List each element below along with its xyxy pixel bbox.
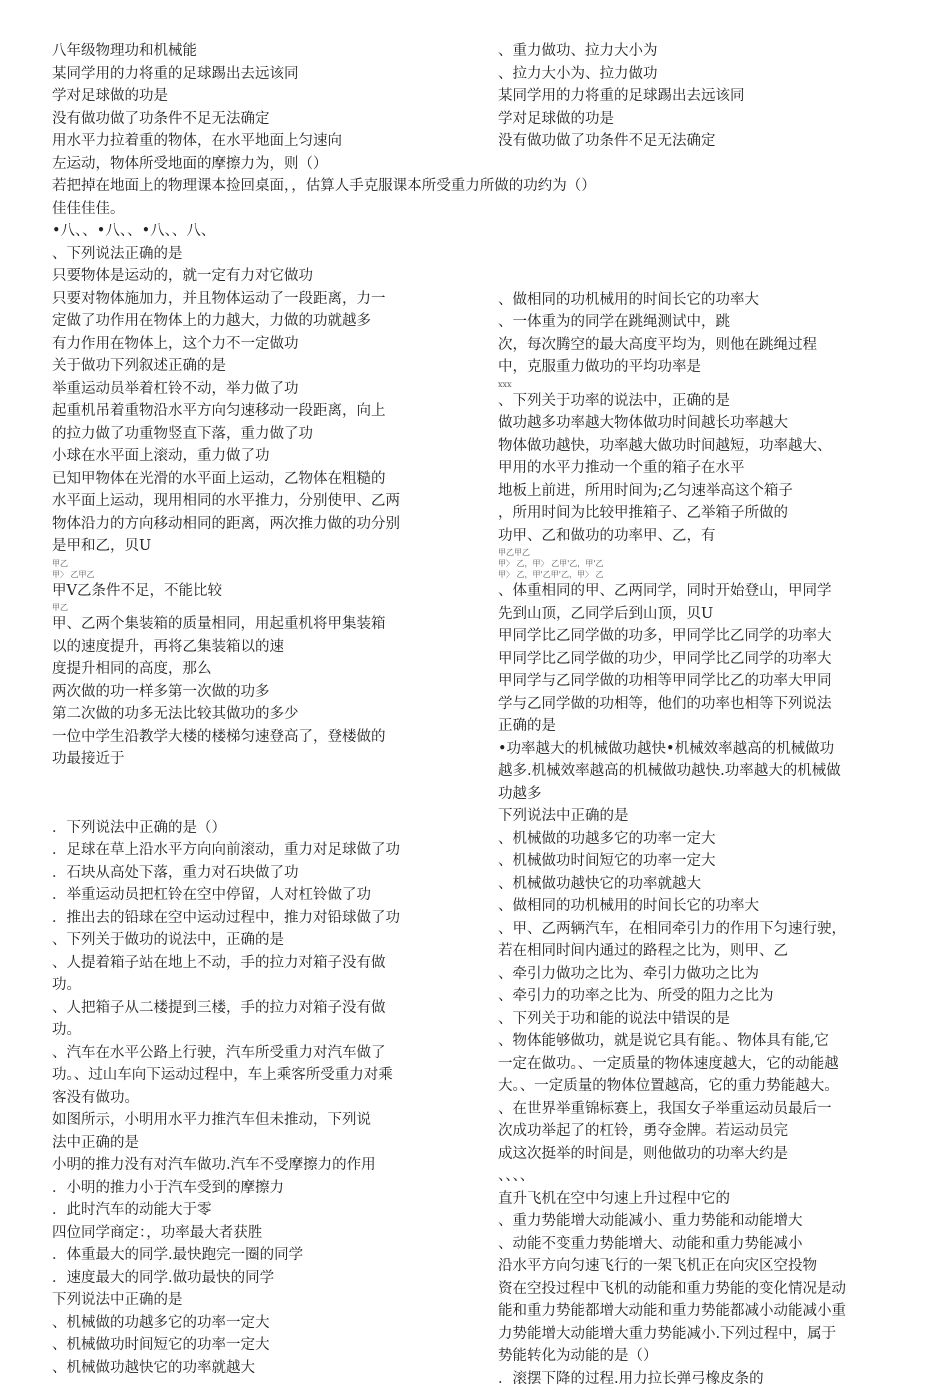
left-text-line: 第二次做的功多无法比较其做功的多少 [52,703,468,726]
right-text-line: 、体重相同的甲、乙两同学，同时开始登山，甲同学 [498,580,912,603]
left-text-line: 某同学用的力将重的足球踢出去远该同 [52,63,468,86]
right-text-line: 、重力做功、拉力大小为 [498,40,912,63]
left-text-line: 下列说法中正确的是 [52,1289,468,1312]
left-text-line: 、汽车在水平公路上行驶，汽车所受重力对汽车做了 [52,1042,468,1065]
right-text-line: 中，克服重力做功的平均功率是 [498,356,912,379]
right-text-line: 甲〉 乙，甲〉 乙甲'乙，甲'乙 [498,558,912,569]
right-text-line: 学与乙同学做的功相等，他们的功率也相等下列说法 [498,693,912,716]
left-text-line: 小明的推力没有对汽车做功.汽车不受摩擦力的作用 [52,1154,468,1177]
left-text-line: 举重运动员举着杠铃不动，举力做了功 [52,378,468,401]
left-text-line: 四位同学商定：，功率最大者获胜 [52,1222,468,1245]
right-text-line: 功越多 [498,783,912,806]
right-text-line [498,229,912,243]
right-text-line: 资在空投过程中飞机的动能和重力势能的变化情况是动 [498,1278,912,1301]
left-text-line: 已知甲物体在光滑的水平面上运动，乙物体在粗糙的 [52,468,468,491]
right-text-line: 、下列关于功和能的说法中错误的是 [498,1008,912,1031]
left-text-line: 佳佳佳佳。 [52,198,468,221]
right-text-line: 、重力势能增大动能减小、重力势能和动能增大 [498,1210,912,1233]
right-text-line: 、在世界举重锦标赛上，我国女子举重运动员最后一 [498,1098,912,1121]
right-text-line [498,259,912,273]
right-text-line: 、拉力大小为、拉力做功 [498,63,912,86]
right-text-line: 、做相同的功机械用的时间长它的功率大 [498,895,912,918]
right-text-line: 、甲、乙两辆汽车，在相同牵引力的作用下匀速行驶， [498,918,912,941]
left-text-line: 以的速度提升，再将乙集装箱以的速 [52,636,468,659]
left-text-line: 甲乙 [52,558,468,569]
left-text-line: 、人提着箱子站在地上不动，手的拉力对箱子没有做 [52,952,468,975]
right-text-line: 下列说法中正确的是 [498,805,912,828]
left-text-line: 甲〉 乙甲乙 [52,569,468,580]
right-text-line: ．滚摆下降的过程.用力拉长弹弓橡皮条的 [498,1368,912,1390]
left-text-line: 若把掉在地面上的物理课本捡回桌面，，估算人手克服课本所受重力所做的功约为（） [52,175,912,198]
left-text-line: 的拉力做了功重物竖直下落，重力做了功 [52,423,468,446]
right-text-line: 大。、一定质量的物体位置越高，它的重力势能越大。 [498,1075,912,1098]
left-text-line [52,787,468,801]
left-text-line: 水平面上运动，现用相同的水平推力，分别使甲、乙两 [52,490,468,513]
left-text-line: 功。 [52,974,468,997]
right-text-line: 次，每次腾空的最大高度平均为，则他在跳绳过程 [498,334,912,357]
right-text-line: 学对足球做的功是 [498,108,912,131]
left-text-line: 客没有做功。 [52,1087,468,1110]
right-text-line: 、机械做功越快它的功率就越大 [498,873,912,896]
left-text-line: 没有做功做了功条件不足无法确定 [52,108,468,131]
right-text-line: xxx [498,379,912,390]
right-text-line: 、牵引力的功率之比为、所受的阻力之比为 [498,985,912,1008]
left-text-line: ．下列说法中正确的是（） [52,817,468,840]
right-text-line: 直升飞机在空中匀速上升过程中它的 [498,1188,912,1211]
left-text-line: 物体沿力的方向移动相同的距离，两次推力做的功分别 [52,513,468,536]
right-text-line: 、机械做功时间短它的功率一定大 [498,850,912,873]
left-text-line: 关于做功下列叙述正确的是 [52,355,468,378]
left-text-line: 是甲和乙，贝U [52,535,468,558]
left-text-line: ．此时汽车的动能大于零 [52,1199,468,1222]
left-text-line: 定做了功作用在物体上的力越大，力做的功就越多 [52,310,468,333]
left-text-line: ．举重运动员把杠铃在空中停留，人对杠铃做了功 [52,884,468,907]
right-text-line: 甲同学与乙同学做的功相等甲同学比乙的功率大甲同 [498,670,912,693]
left-text-line: ．推出去的铅球在空中运动过程中，推力对铅球做了功 [52,907,468,930]
left-text-line: 有力作用在物体上，这个力不一定做功 [52,333,468,356]
left-text-line: 法中正确的是 [52,1132,468,1155]
left-text-line: 功。 [52,1019,468,1042]
right-text-line: 物体做功越快，功率越大做功时间越短，功率越大、 [498,435,912,458]
left-text-line: ．体重最大的同学.最快跑完一圈的同学 [52,1244,468,1267]
right-text-line: 甲乙甲乙 [498,547,912,558]
right-column [498,40,912,1390]
left-text-line: 、机械做功越快它的功率就越大 [52,1357,468,1380]
right-text-line: 能和重力势能都增大动能和重力势能都减小动能减小重 [498,1300,912,1323]
left-text-line: 甲、乙两个集装箱的质量相同，用起重机将甲集装箱 [52,613,468,636]
left-text-line: 小球在水平面上滚动，重力做了功 [52,445,468,468]
right-text-line: 、物体能够做功，就是说它具有能。、物体具有能,它 [498,1030,912,1053]
left-column [52,40,468,1379]
left-text-line: 功最接近于 [52,748,468,771]
left-text-line: 、机械做功时间短它的功率一定大 [52,1334,468,1357]
right-text-line: 做功越多功率越大物体做功时间越长功率越大 [498,412,912,435]
left-text-line: 八年级物理功和机械能 [52,40,468,63]
right-text-line: 若在相同时间内通过的路程之比为，则甲、乙 [498,940,912,963]
right-text-line: 地板上前进，所用时间为;乙匀速举高这个箱子 [498,480,912,503]
left-text-line: 只要对物体施加力，并且物体运动了一段距离，力一 [52,288,468,311]
left-text-line: ．小明的推力小于汽车受到的摩擦力 [52,1177,468,1200]
right-text-line: 甲同学比乙同学做的功多，甲同学比乙同学的功率大 [498,625,912,648]
right-text-line: 甲同学比乙同学做的功少，甲同学比乙同学的功率大 [498,648,912,671]
left-text-line: 只要物体是运动的，就一定有力对它做功 [52,265,468,288]
right-text-line: 没有做功做了功条件不足无法确定 [498,130,912,153]
right-text-line: 越多.机械效率越高的机械做功越快.功率越大的机械做 [498,760,912,783]
left-text-line: 功。、过山车向下运动过程中，车上乘客所受重力对乘 [52,1064,468,1087]
right-text-line: 、做相同的功机械用的时间长它的功率大 [498,289,912,312]
right-text-line: 、、、、 [498,1165,912,1188]
right-text-line: 力势能增大动能增大重力势能减小.下列过程中，属于 [498,1323,912,1346]
right-text-line: 沿水平方向匀速飞行的一架飞机正在向灾区空投物 [498,1255,912,1278]
right-text-line: 势能转化为动能的是（） [498,1345,912,1368]
left-text-line: 、下列关于做功的说法中，正确的是 [52,929,468,952]
right-text-line: 某同学用的力将重的足球踢出去远该同 [498,85,912,108]
left-text-line: 度提升相同的高度，那么 [52,658,468,681]
right-text-line: 、一体重为的同学在跳绳测试中，跳 [498,311,912,334]
left-text-line: 如图所示，小明用水平力推汽车但未推动，下列说 [52,1109,468,1132]
right-text-line: 甲用的水平力推动一个重的箱子在水平 [498,457,912,480]
right-text-line [498,199,912,213]
left-text-line: 用水平力拉着重的物体，在水平地面上匀速向 [52,130,468,153]
left-text-line: 学对足球做的功是 [52,85,468,108]
left-text-line: 、人把箱子从二楼提到三楼，手的拉力对箱子没有做 [52,997,468,1020]
left-text-line: 左运动，物体所受地面的摩擦力为，则（） [52,153,468,176]
right-text-line: •功率越大的机械做功越快•机械效率越高的机械做功 [498,738,912,761]
left-text-line: ．速度最大的同学.做功最快的同学 [52,1267,468,1290]
left-text-line: 一位中学生沿教学大楼的楼梯匀速登高了，登楼做的 [52,726,468,749]
right-text-line [498,169,912,183]
left-text-line: 起重机吊着重物沿水平方向匀速移动一段距离，向上 [52,400,468,423]
left-text-line: 甲乙 [52,602,468,613]
right-text-line: 、机械做的功越多它的功率一定大 [498,828,912,851]
right-text-line: 正确的是 [498,715,912,738]
right-text-line: 、动能不变重力势能增大、动能和重力势能减小 [498,1233,912,1256]
left-text-line: •八、、•八、、•八、、八、 [52,220,468,243]
right-text-line: 、牵引力做功之比为、牵引力做功之比为 [498,963,912,986]
left-text-line: ．石块从高处下落，重力对石块做了功 [52,862,468,885]
right-text-line: 次成功举起了的杠铃，勇夺金牌。若运动员完 [498,1120,912,1143]
left-text-line: 甲V乙条件不足，不能比较 [52,580,468,603]
right-text-line: 功甲、乙和做功的功率甲、乙，有 [498,525,912,548]
right-text-line: 甲〉 乙，甲'乙甲'乙，甲〉 乙 [498,569,912,580]
right-text-line: 成这次挺举的时间是，则他做功的功率大约是 [498,1143,912,1166]
left-text-line: 、机械做的功越多它的功率一定大 [52,1312,468,1335]
left-text-line: ．足球在草上沿水平方向向前滚动，重力对足球做了功 [52,839,468,862]
left-text-line: 、下列说法正确的是 [52,243,468,266]
left-text-line: 两次做的功一样多第一次做的功多 [52,681,468,704]
right-text-line: 、下列关于功率的说法中，正确的是 [498,390,912,413]
right-text-line: ，所用时间为比较甲推箱子、乙举箱子所做的 [498,502,912,525]
right-text-line: 一定在做功。、一定质量的物体速度越大，它的动能越 [498,1053,912,1076]
right-text-line: 先到山顶，乙同学后到山顶，贝U [498,603,912,626]
